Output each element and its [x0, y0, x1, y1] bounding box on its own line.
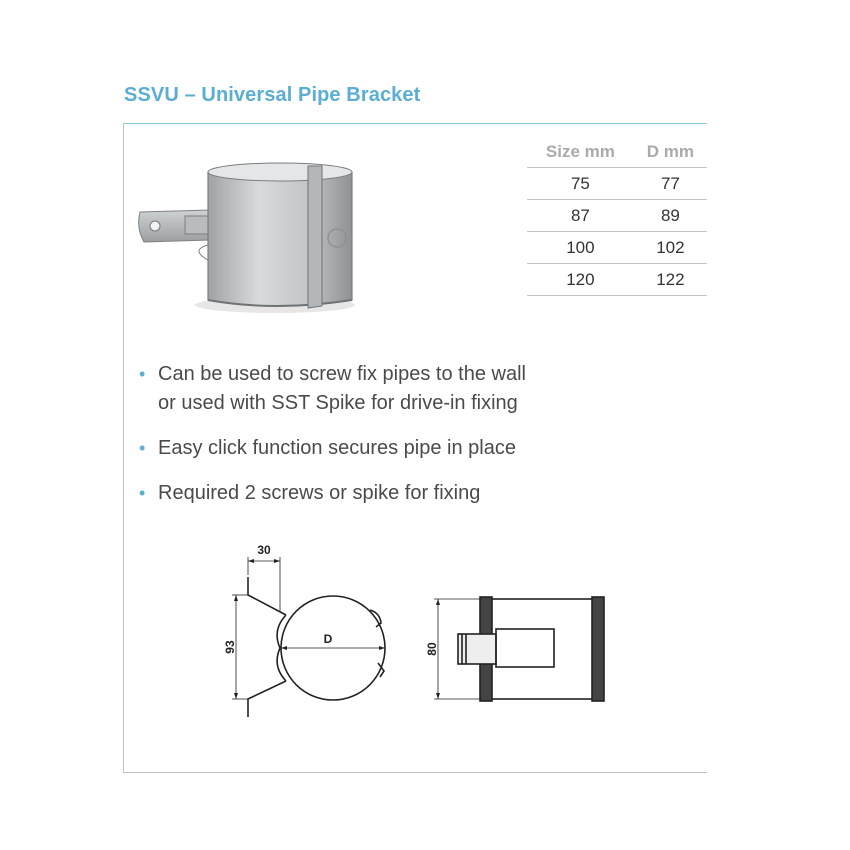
table-row: [527, 264, 707, 296]
cell-d: 102: [634, 232, 707, 264]
bullet-text: Easy click function secures pipe in place: [158, 437, 516, 459]
cell-d: 89: [634, 200, 707, 232]
cell-size: 120: [527, 264, 634, 296]
header-d-mm: D mm: [634, 137, 707, 168]
technical-drawing: [210, 535, 630, 735]
arrow-icon: [379, 646, 385, 650]
feature-list: [138, 360, 618, 524]
arrow-icon: [281, 646, 287, 650]
cell-size: 75: [527, 168, 634, 200]
bracket-photo: [130, 150, 370, 320]
bullet-icon: •: [139, 438, 146, 458]
dim-diameter-label: D: [323, 632, 333, 646]
bullet-text: Required 2 screws or spike for fixing: [158, 482, 481, 504]
dim-height-label: 93: [223, 640, 237, 654]
arrow-icon: [248, 559, 254, 563]
front-view: [248, 577, 385, 717]
bullet-icon: •: [139, 483, 146, 503]
bullet-text: Can be used to screw fix pipes to the wall or used with SST Spike for drive-in fixing: [158, 363, 526, 414]
frame-left-rule: [123, 123, 124, 773]
arrow-icon: [234, 693, 238, 699]
front-view-dimensions: [232, 557, 385, 699]
table-row: [527, 200, 707, 232]
cell-d: 77: [634, 168, 707, 200]
arrow-icon: [436, 599, 440, 605]
cell-d: 122: [634, 264, 707, 296]
arrow-icon: [234, 595, 238, 601]
list-item: [138, 479, 618, 508]
size-table: [527, 137, 707, 296]
list-item: [138, 360, 618, 418]
arrow-icon: [274, 559, 280, 563]
table-row: [527, 232, 707, 264]
page-title: SSVU – Universal Pipe Bracket: [124, 84, 421, 106]
bullet-icon: •: [139, 364, 146, 384]
side-view: [458, 597, 604, 701]
dim-side-height-label: 80: [425, 642, 439, 656]
cell-size: 87: [527, 200, 634, 232]
arrow-icon: [436, 693, 440, 699]
table-header-row: [527, 137, 707, 168]
frame-bottom-rule: [123, 772, 707, 773]
list-item: [138, 434, 618, 463]
cell-size: 100: [527, 232, 634, 264]
table-row: [527, 168, 707, 200]
frame-top-rule: [123, 123, 707, 124]
dim-width-label: 30: [257, 543, 271, 557]
header-size-mm: Size mm: [527, 137, 634, 168]
